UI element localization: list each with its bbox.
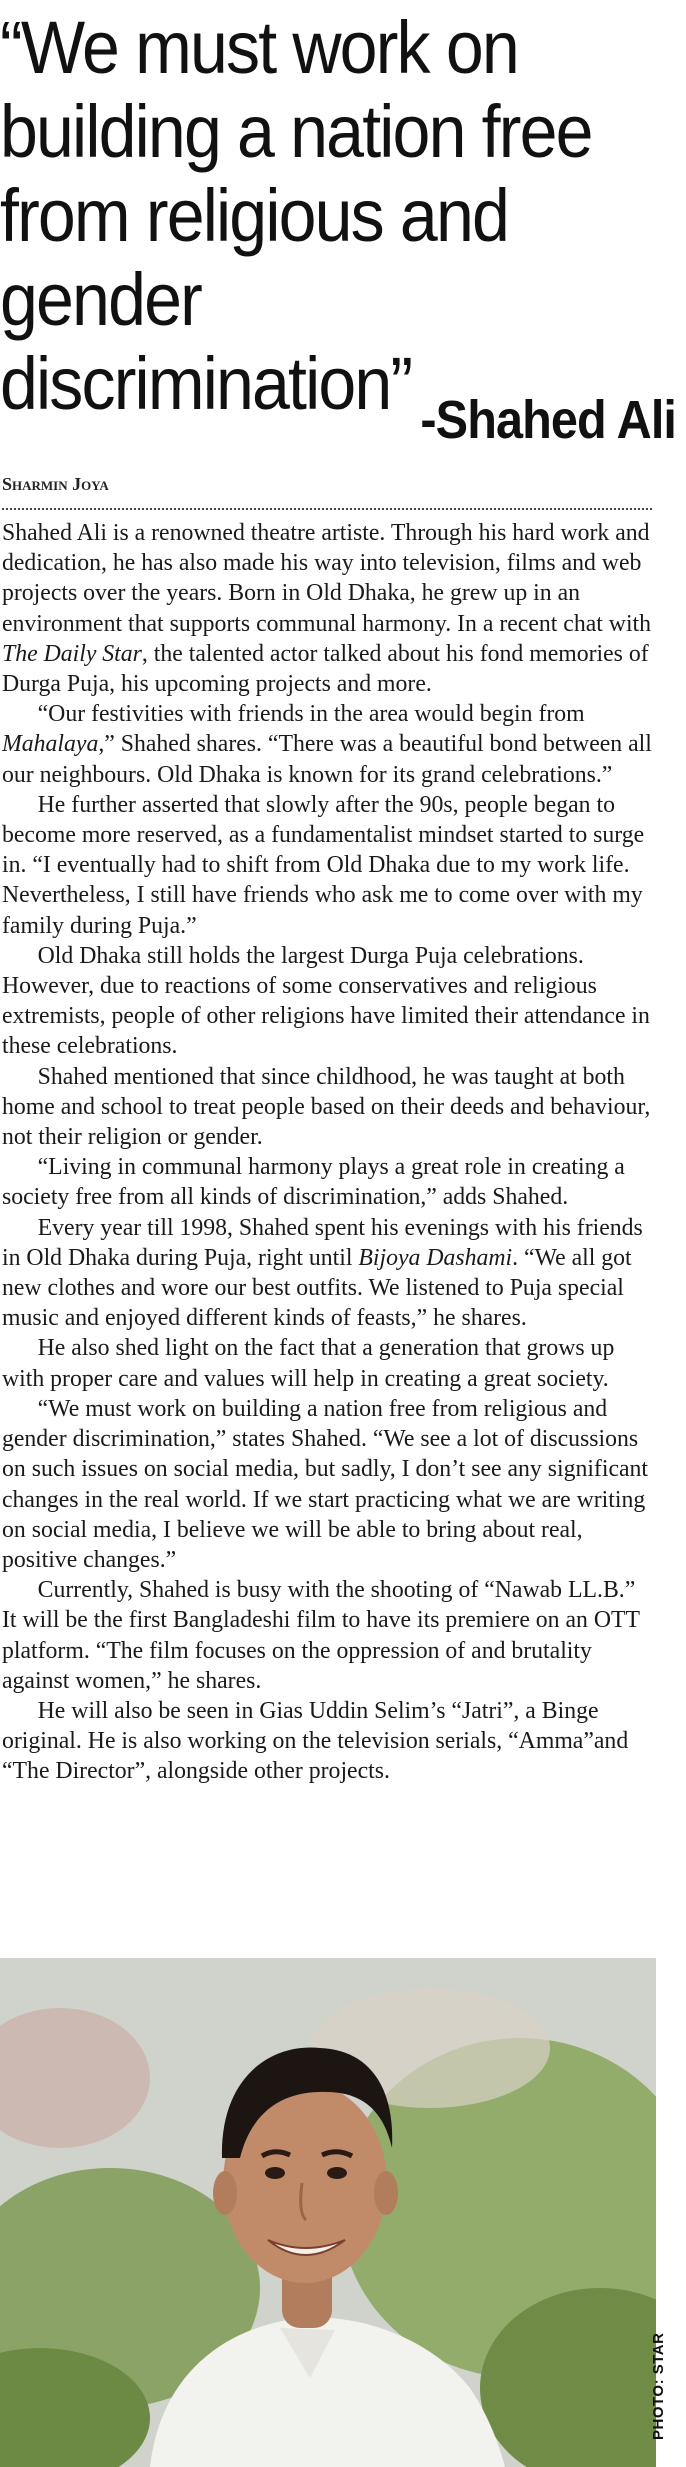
byline: Sharmin Joya <box>2 474 109 494</box>
paragraph: Shahed mentioned that since childhood, he was taught at both home and school to treat people based on their deeds and behaviour, not their religion or gender. <box>2 1063 651 1151</box>
paragraph: “Our festivities with friends in the area would begin from Mahalaya,” Shahed shares. “There was a beautiful bond between all our neighbours. Old Dhaka is known for its grand celebrations.” <box>2 701 652 788</box>
paragraph: He also shed light on the fact that a generation that grows up with proper care and values will help in creating a great society. <box>2 1335 615 1392</box>
paragraph: “We must work on building a nation free from religious and gender discrimination,” states Shahed. “We see a lot of discussions on such issues on social media, but sadly, I don’t see any significant changes in the real world. If we start practicing what we are writing on social media, I believe we will be able to bring about real, positive changes.” <box>2 1395 649 1573</box>
headline: “We must work on building a nation free from religious and gender discrimination” <box>0 6 592 425</box>
paragraph: He will also be seen in Gias Uddin Selim’s “Jatri”, a Binge original. He is also working on the television serials, “Amma”and “The Director”, alongside other projects. <box>2 1697 629 1785</box>
headline-attribution: -Shahed Ali <box>420 390 676 450</box>
paragraph: “Living in communal harmony plays a great role in creating a society free from all kinds of discrimination,” adds Shahed. <box>2 1154 625 1211</box>
portrait-photo <box>0 1958 656 2467</box>
photo-credit: PHOTO: STAR <box>650 2332 667 2440</box>
paragraph: Currently, Shahed is busy with the shooting of “Nawab LL.B.” It will be the first Bangladeshi film to have its premiere on an OTT platform. “The film focuses on the oppression of and brutality against women,” he shares. <box>2 1577 640 1694</box>
paragraph: Every year till 1998, Shahed spent his evenings with his friends in Old Dhaka during Puja, right until Bijoya Dashami. “We all got new clothes and wore our best outfits. We listened to Puja special music and enjoyed different kinds of feasts,” he shares. <box>2 1214 643 1332</box>
paragraph: Old Dhaka still holds the largest Durga Puja celebrations. However, due to reactions of some conservatives and religious extremists, people of other religions have limited their attendance in these celebrations. <box>2 942 650 1060</box>
paragraph: Shahed Ali is a renowned theatre artiste. Through his hard work and dedication, he has also made his way into television, films and web projects over the years. Born in Old Dhaka, he grew up in an environment that supports communal harmony. In a recent chat with The Daily Star, the talented actor talked about his fond memories of Durga Puja, his upcoming projects and more. <box>2 520 652 698</box>
dotted-divider <box>2 508 652 510</box>
paragraph: He further asserted that slowly after the 90s, people began to become more reserved, as a fundamentalist mindset started to surge in. “I eventually had to shift from Old Dhaka due to my work life. Nevertheless, I still have friends who ask me to come over with my family during Puja.” <box>2 791 645 939</box>
article-body <box>2 518 655 1787</box>
